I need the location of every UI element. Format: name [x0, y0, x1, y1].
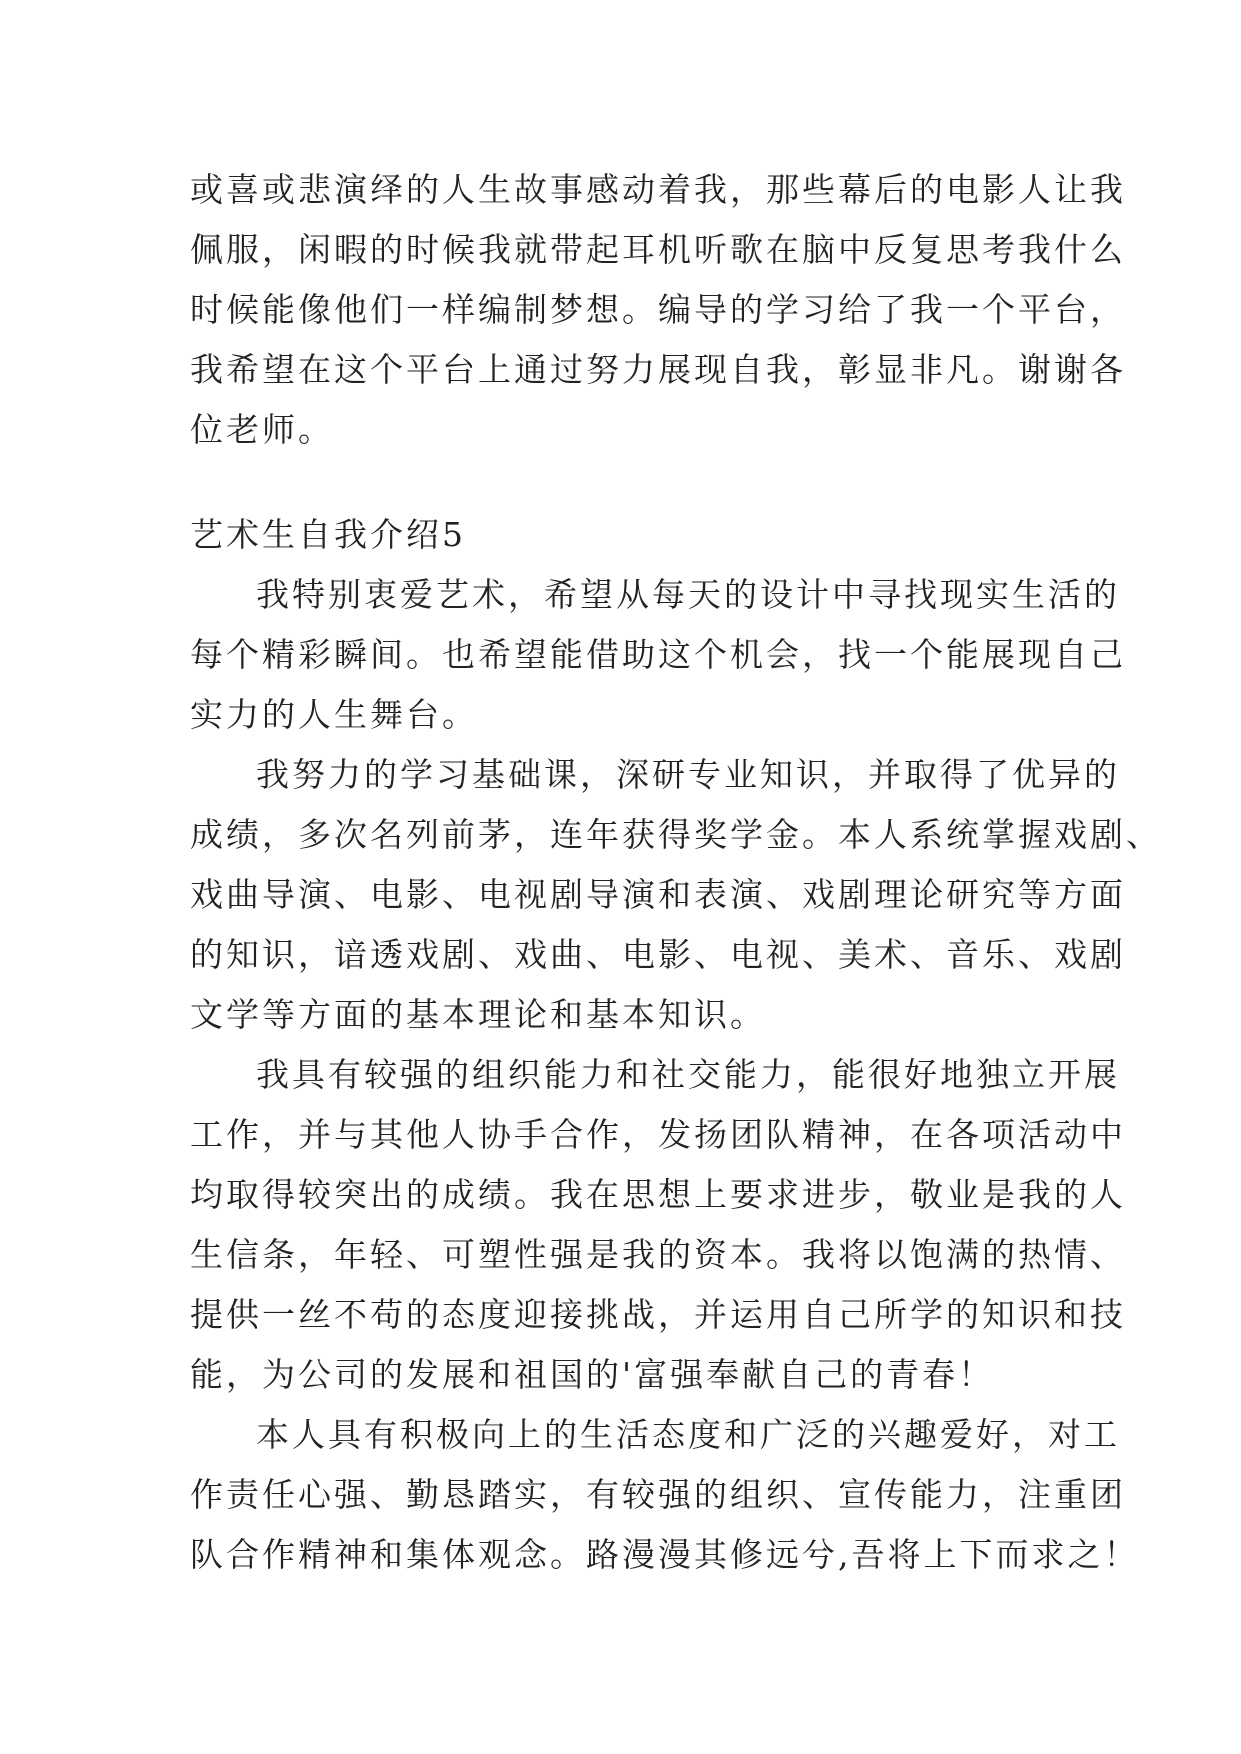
text-line: 能，为公司的发展和祖国的'富强奉献自己的青春！ [190, 1355, 995, 1394]
intro-paragraph [190, 160, 1126, 460]
text-line: 队合作精神和集体观念。路漫漫其修远兮,吾将上下而求之！ [190, 1535, 1140, 1574]
text-line: 位老师。 [190, 410, 334, 449]
text-line: 的知识，谙透戏剧、戏曲、电影、电视、美术、音乐、戏剧 [190, 935, 1126, 974]
body-paragraph-3 [190, 1045, 1126, 1405]
text-line: 文学等方面的基本理论和基本知识。 [190, 995, 766, 1034]
text-line: 我希望在这个平台上通过努力展现自我，彰显非凡。谢谢各 [190, 350, 1126, 389]
text-line: 我特别衷爱艺术，希望从每天的设计中寻找现实生活的 [256, 575, 1120, 614]
text-line: 戏曲导演、电影、电视剧导演和表演、戏剧理论研究等方面 [190, 875, 1126, 914]
text-line: 佩服，闲暇的时候我就带起耳机听歌在脑中反复思考我什么 [190, 230, 1126, 269]
section-heading: 艺术生自我介绍5 [190, 515, 466, 554]
text-line: 实力的人生舞台。 [190, 695, 478, 734]
body-paragraph-4 [190, 1405, 1140, 1585]
text-line: 生信条，年轻、可塑性强是我的资本。我将以饱满的热情、 [190, 1235, 1126, 1274]
text-line: 时候能像他们一样编制梦想。编导的学习给了我一个平台， [190, 290, 1126, 329]
document-body [190, 160, 1162, 1585]
text-line: 工作，并与其他人协手合作，发扬团队精神，在各项活动中 [190, 1115, 1126, 1154]
text-line: 均取得较突出的成绩。我在思想上要求进步，敬业是我的人 [190, 1175, 1126, 1214]
body-paragraph-1 [190, 565, 1126, 745]
text-line: 本人具有积极向上的生活态度和广泛的兴趣爱好，对工 [256, 1415, 1120, 1454]
text-line: 提供一丝不苟的态度迎接挑战，并运用自己所学的知识和技 [190, 1295, 1126, 1334]
text-line: 每个精彩瞬间。也希望能借助这个机会，找一个能展现自己 [190, 635, 1126, 674]
text-line: 成绩，多次名列前茅，连年获得奖学金。本人系统掌握戏剧、 [190, 815, 1162, 854]
body-paragraph-2 [190, 745, 1162, 1045]
text-line: 我具有较强的组织能力和社交能力，能很好地独立开展 [256, 1055, 1120, 1094]
text-line: 我努力的学习基础课，深研专业知识，并取得了优异的 [256, 755, 1120, 794]
text-line: 作责任心强、勤恳踏实，有较强的组织、宣传能力，注重团 [190, 1475, 1126, 1514]
text-line: 或喜或悲演绎的人生故事感动着我，那些幕后的电影人让我 [190, 170, 1126, 209]
